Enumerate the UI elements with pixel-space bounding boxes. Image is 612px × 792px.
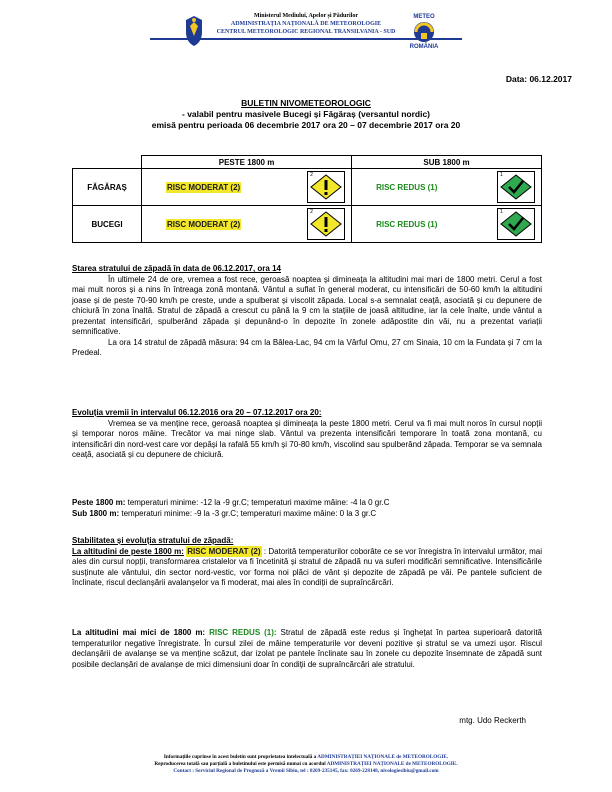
risk-row-fagaras (73, 169, 542, 206)
snow-state-section (72, 264, 542, 359)
risk-low-label: RISC REDUS (1) (376, 182, 438, 192)
col-low-altitude: SUB 1800 m (352, 156, 542, 169)
stability-section (72, 536, 542, 589)
meteo-logo-top: METEO (413, 14, 435, 20)
snow-state-heading: Starea stratului de zăpadă în data de 06.12.2017, ora 14 (72, 264, 281, 273)
title-line-1: BULETIN NIVOMETEOROLOGIC (241, 98, 371, 108)
header-center: CENTRUL METEOROLOGIC REGIONAL TRANSILVANIA - SUD (216, 29, 396, 35)
risk-high-label: RISC MODERAT (2) (167, 219, 241, 229)
header-administration: ADMINISTRAȚIA NAȚIONALĂ DE METEOROLOGIE (230, 21, 382, 27)
low-altitude-section (72, 628, 542, 670)
below-1800-temps: temperaturi minime: -9 la -3 gr.C; temperaturi maxime mâine: 0 la 3 gr.C (119, 508, 377, 518)
moderate-danger-icon: 2 (307, 208, 345, 240)
stability-heading: Stabilitatea și evoluția stratului de zăpadă: (72, 536, 234, 545)
high-altitude-risk: RISC MODERAT (2) (187, 546, 261, 556)
header-ministry: Ministerul Mediului, Apelor și Pădurilor (253, 13, 359, 19)
meteo-romania-logo (404, 14, 444, 50)
high-altitude-text: : Datorită temperaturilor coborâte ce se vor înregistra în intervalul următor, mai ales din cursul nopții, transformarea cristalelor va fi încetinită și stratul de zăpadă nu va suferi modificări semnificative. Intensificările susținute ale vântului, din sector nord-vestic, vor forma noi plăci de vânt și depozite de zăpadă pe văi. Pe pantele suficient de înclinate, riscul declanșării avalanșelor va fi moderat, mai ales în condiții de supraîncărcări. (72, 546, 543, 587)
meteo-logo-bottom: ROMÂNIA (409, 44, 439, 50)
low-altitude-label: La altitudini mai mici de 1800 m: (72, 628, 206, 637)
bulletin-title (0, 98, 612, 131)
area-name: BUCEGI (73, 206, 142, 243)
low-altitude-text: Stratul de zăpadă este redus și înghețat în partea superioară datorită temperaturilor negative înregistrate. În cursul zilei de mâine temperaturile vor deveni pozitive și stratul se va umezi ușor. Riscul declanșării de avalanșe se va menține scăzut, dar izolat pe pantele înclinate sau în zonele cu depozite însemnate de zăpadă sunt posibile declanșări de avalanșe de mici dimensiuni doar în condiții de supraîncărcări ale stratului. (72, 628, 543, 669)
moderate-danger-icon: 2 (307, 171, 345, 203)
low-altitude-risk: RISC REDUS (1): (209, 628, 277, 637)
footer-line2-a: Reproducerea totală sau parțială a buletinului este permisă numai cu acordul (154, 761, 327, 767)
col-high-altitude: PESTE 1800 m (142, 156, 352, 169)
weather-paragraph: Vremea se va menține rece, geroasă noaptea și dimineața la peste 1800 metri. Cerul va fi mai mult noros în cursul nopții și temporar noros mâine. Trecător va mai ninge slab. Vântul va prezenta intensificări temporare în toată zona montană, cu intensificări din nord-vest care vor depăși la rafală 55 km/h și 70-80 km/h, viscolind sau spulberând zăpada. Temporar se va semnala ceață, asociată și cu depunere de chiciură. (72, 418, 542, 459)
low-danger-icon: 1 (497, 208, 535, 240)
footer-line1-b: ADMINISTRAȚIEI NAȚIONALE de METEOROLOGIE. (317, 754, 449, 760)
weather-section (72, 408, 542, 461)
risk-table (72, 155, 542, 243)
above-1800-label: Peste 1800 m: (72, 498, 126, 507)
title-line-2: - valabil pentru masivele Bucegi și Făgăraș (versantul nordic) (182, 109, 430, 119)
weather-heading: Evoluția vremii în intervalul 06.12.2016 ora 20 – 07.12.2017 ora 20: (72, 408, 322, 417)
footer-line2-b: ADMINISTRAȚIEI NAȚIONALE de METEOROLOGIE. (326, 761, 458, 767)
risk-table-header (73, 156, 542, 169)
below-1800-label: Sub 1800 m: (72, 508, 120, 518)
footer-line1-a: Informațiile cuprinse în acest buletin sunt proprietatea intelectuală a (163, 754, 318, 760)
temperatures (72, 498, 542, 519)
snow-state-paragraph: În ultimele 24 de ore, vremea a fost rece, geroasă noaptea și dimineața la altitudini mai mari de 1800 metri. Cerul a fost mai mult noros și a nins în întreaga zonă montană. Vântul a suflat în general moderat, cu intensificări de 50-60 km/h la altitudini joase și de peste 70-90 km/h pe creste, unde a spulberat și viscolit zăpada. Local s-a semnalat ceață, asociată și cu depunere de chiciură în zona înaltă. Stratul de zăpadă a crescut cu până la 9 cm la stațiile de joasă altitudine, iar la cele înalte, unde vântul a prezentat intensificări, spulberând zăpada și depunând-o în depozite în zonele adăpostite din văi, nu a prezentat variații semnificative. (72, 274, 542, 336)
signature: mtg. Udo Reckerth (459, 716, 526, 725)
area-name: FĂGĂRAȘ (73, 169, 142, 206)
footer-contact: Contact : Serviciul Regional de Prognoză a Vremii Sibiu, tel : 0269-235145, fax: 0269-228148, nivologiesibiu@gmail.com (173, 768, 439, 774)
bulletin-date: Data: 06.12.2017 (505, 74, 572, 84)
footer (60, 754, 552, 775)
risk-high-label: RISC MODERAT (2) (167, 182, 241, 192)
title-line-3: emisă pentru perioada 06 decembrie 2017 ora 20 – 07 decembrie 2017 ora 20 (151, 120, 461, 130)
meteo-emblem-icon (412, 21, 436, 43)
snow-depth-paragraph: La ora 14 stratul de zăpadă măsura: 94 cm la Bâlea-Lac, 94 cm la Vârful Omu, 27 cm Sinaia, 10 cm la Fundata și 7 cm la Predeal. (72, 337, 542, 357)
risk-low-label: RISC REDUS (1) (376, 219, 438, 229)
above-1800-temps: temperaturi minime: -12 la -9 gr.C; temperaturi maxime mâine: -4 la 0 gr.C (125, 498, 390, 507)
high-altitude-label: La altitudini de peste 1800 m: (72, 546, 184, 556)
risk-row-bucegi (73, 206, 542, 243)
low-danger-icon: 1 (497, 171, 535, 203)
